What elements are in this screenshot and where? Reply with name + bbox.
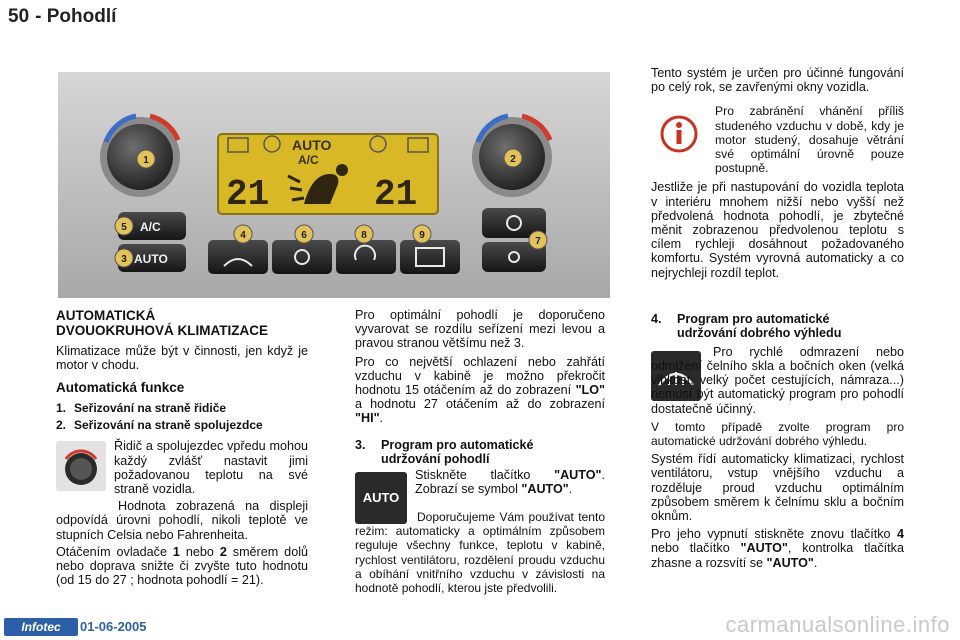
- temp-left: 21: [226, 174, 270, 215]
- subheading-4-number: 4.: [651, 311, 662, 326]
- list-item-1-text: Seřizování na straně řidiče: [74, 401, 227, 416]
- infotec-logo: Infotec: [4, 618, 78, 636]
- callout-label-1: 1: [143, 155, 149, 166]
- list-item-2-text: Seřizování na straně spolujezdce: [74, 418, 263, 433]
- auto-button-label: AUTO: [134, 252, 168, 266]
- press-text-b: . Zobrazí se symbol: [415, 467, 605, 496]
- turn-knob-1: 1: [172, 544, 180, 559]
- subheading-3-line2: udržování pohodlí: [381, 452, 490, 467]
- off-auto: "AUTO": [740, 541, 788, 556]
- column-3: [651, 66, 904, 570]
- press-text-a: Stiskněte tlačítko: [415, 467, 555, 482]
- cool-lo: "LO": [575, 383, 605, 398]
- list-item-2: [56, 417, 308, 434]
- recommend-paragraph: Doporučujeme Vám používat tento režim: automaticky a optimálním způsobem reguluje všechny funkce, teplotu v kabině, rychlost ventilátoru, rozdělení proudu vzduchu a obíhání vnitřního vzduchu v závislosti na hodnotě pohodlí, kterou jste předvolili.: [355, 509, 605, 596]
- subheading-4: [651, 312, 904, 341]
- press-paragraph: [415, 468, 605, 496]
- callout-label-2: 2: [510, 154, 516, 165]
- subheading-3: [355, 438, 605, 467]
- callout-label-9: 9: [419, 230, 425, 241]
- optimal-paragraph: Pro optimální pohodlí je doporučeno vyvarovat se rozdílu seřízení mezi levou a pravou stranou většímu než 3.: [355, 308, 605, 351]
- cool-text-c: .: [379, 411, 384, 426]
- turn-paragraph: [56, 545, 308, 588]
- subheading-4-line2: udržování dobrého výhledu: [677, 326, 842, 341]
- section-heading-line1: AUTOMATICKÁ: [56, 308, 156, 323]
- subheading-4-line1: Program pro automatické: [677, 311, 830, 326]
- list-item-2-number: 2.: [56, 418, 67, 433]
- fan-speed-down-button[interactable]: [272, 240, 332, 274]
- cool-text-a: Pro co největší ochlazení nebo zahřátí vzduchu v kabině je možno překročit hodnotu 15 otáčením až do zobrazení: [355, 354, 605, 398]
- fast-defrost-paragraph: Pro rychlé odmrazení nebo odmlžení čelního skla a bočních oken (velká vlhkost, velký počet cestujících, námraza...) nemusí být automatický program pro pohodlí dostatečně účinný.: [651, 344, 904, 416]
- turn-text-c: směrem dolů nebo doprava snižte či zvyšte tuto hodnotu (od 15 do 27 ; hodnota pohodlí = 21).: [56, 544, 308, 588]
- off-text-c: , kontrolka tlačítka zhasne a rozsvítí se: [651, 541, 904, 570]
- lower-temp-paragraph: Jestliže je při nastupování do vozidla teplota v interiéru mnohem nižší nebo vyšší než předvolená hodnota pohodlí, je zbytečné měnit zobrazenou předvolenou teplotu s cílem rychleji dosáhnout požadovaného komfortu. Systém vyrovná automaticky a co nejrychleji rozdíl teplot.: [651, 180, 904, 280]
- press-auto-2: "AUTO": [521, 481, 569, 496]
- climate-panel-image: [58, 72, 610, 298]
- windshield-defrost-button[interactable]: [208, 240, 268, 274]
- off-auto-2: "AUTO": [766, 555, 814, 570]
- rear-defrost-button[interactable]: [400, 240, 460, 274]
- off-text-d: .: [813, 555, 818, 570]
- knob-icon: [56, 441, 106, 491]
- subheading-3-number: 3.: [355, 437, 366, 452]
- info-icon: [651, 104, 707, 175]
- callout-label-8: 8: [361, 230, 367, 241]
- page-header: [8, 6, 116, 28]
- off-paragraph: [651, 527, 904, 570]
- system-paragraph: Tento systém je určen pro účinné fungování po celý rok, se zavřenými okny vozidla.: [651, 66, 904, 95]
- header-separator: -: [35, 6, 42, 27]
- info-paragraph: Pro zabránění vhánění příliš studeného vzduchu v době, kdy je motor studený, dosahuje větrání své optimální úrovně pouze postupně.: [715, 104, 904, 176]
- list-item-1: [56, 400, 308, 417]
- driver-paragraph: Řidič a spolujezdec vpředu mohou každý zvlášť nastavit jimi požadovanou teplotu na své straně vozidla.: [114, 439, 308, 497]
- watermark: carmanualsonline.info: [725, 612, 950, 637]
- page-number: 50: [8, 6, 30, 27]
- intro-paragraph: Klimatizace může být v činnosti, jen když je motor v chodu.: [56, 344, 308, 373]
- case-paragraph: V tomto případě zvolte program pro automatické udržování dobrého výhledu.: [651, 419, 904, 449]
- cool-text-b: a hodnotu 27 otáčením až do zobrazení: [355, 397, 605, 412]
- callout-label-3: 3: [121, 254, 127, 265]
- control-paragraph: Systém řídí automaticky klimatizaci, rychlost ventilátoru, vstup vnějšího vzduchu a rozděluje proud vzduchu optimálním způsobem směrem k čelnímu sklu a bočním oknům.: [651, 452, 904, 524]
- cool-hi: "HI": [355, 411, 380, 426]
- auto-icon-label: AUTO: [362, 490, 400, 506]
- climate-panel-svg: [58, 72, 610, 298]
- auto-icon: [355, 472, 407, 524]
- press-text-c: .: [568, 481, 573, 496]
- ac-button-label: A/C: [140, 220, 161, 234]
- subheading-3-line1: Program pro automatické: [381, 437, 534, 452]
- turn-text-a: Otáčením ovladače: [56, 544, 173, 559]
- off-button-4: 4: [896, 527, 904, 542]
- off-text-b: nebo tlačítko: [651, 541, 741, 556]
- off-text-a: Pro jeho vypnutí stiskněte znovu tlačítko: [651, 527, 897, 542]
- turn-text-b: nebo: [179, 544, 220, 559]
- turn-knob-2: 2: [219, 544, 227, 559]
- ac-symbol: A/C: [298, 153, 319, 167]
- footer-date: 01-06-2005: [80, 619, 147, 634]
- cooling-paragraph: [355, 355, 605, 426]
- press-auto: "AUTO": [554, 467, 602, 482]
- subheading-automatic: Automatická funkce: [56, 380, 185, 396]
- list-item-1-number: 1.: [56, 401, 67, 416]
- page-title: Pohodlí: [46, 6, 117, 27]
- column-2: [355, 308, 605, 595]
- recirculation-button[interactable]: [336, 240, 396, 274]
- column-1: [56, 308, 308, 587]
- callout-label-6: 6: [301, 230, 307, 241]
- auto-symbol: AUTO: [292, 137, 332, 153]
- display-paragraph: Hodnota zobrazená na displeji odpovídá úrovni pohodlí, nikoli teplotě ve stupních Celsia nebo Fahrenheita.: [56, 499, 308, 542]
- section-heading-line2: DVOUOKRUHOVÁ KLIMATIZACE: [56, 323, 268, 338]
- temp-right: 21: [374, 174, 418, 215]
- callout-label-5: 5: [121, 222, 127, 233]
- callout-label-7: 7: [535, 236, 541, 247]
- callout-label-4: 4: [240, 230, 246, 241]
